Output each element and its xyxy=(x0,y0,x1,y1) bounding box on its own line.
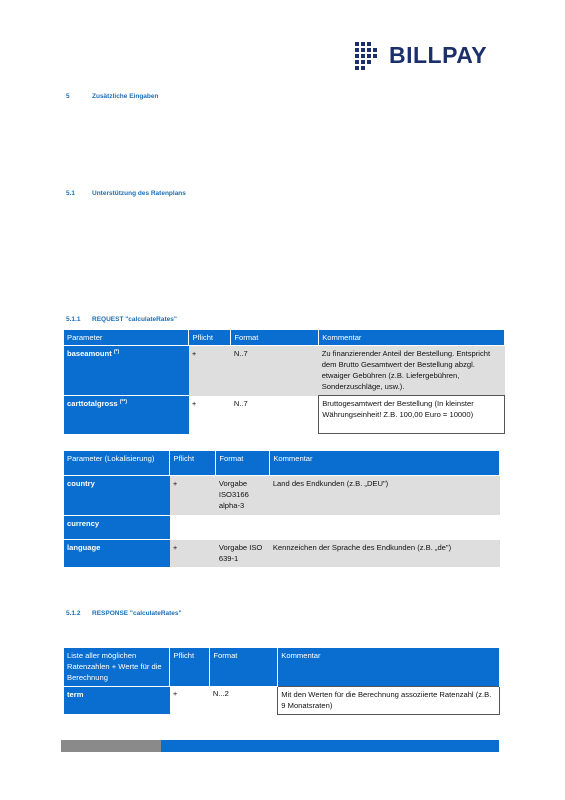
header-parameter: Liste aller möglichen Ratenzahlen + Werte für die Berechnung xyxy=(64,648,170,686)
section-heading-5-1-2 xyxy=(66,610,182,617)
response-rates-table xyxy=(64,648,500,715)
table-header-row xyxy=(64,451,500,475)
param-footnote: (**) xyxy=(119,399,127,405)
request-parameter-table xyxy=(64,330,505,434)
table-row xyxy=(64,396,505,434)
format-cell: N..7 xyxy=(231,396,319,434)
header-parameter: Parameter xyxy=(64,330,189,346)
table-row xyxy=(64,539,500,567)
kommentar-cell: Zu finanzierender Anteil der Bestellung. Entspricht dem Brutto Gesamtwert der Bestellung abzgl. etwaiger Gebühren (z.B. Liefergebühren, Sonderzuschläge, usw.). xyxy=(319,346,505,396)
header-kommentar: Kommentar xyxy=(278,648,500,686)
kommentar-cell xyxy=(270,515,500,539)
pflicht-cell: + xyxy=(189,396,231,434)
heading-title: RESPONSE "calculateRates" xyxy=(92,610,182,617)
table-header-row xyxy=(64,330,505,346)
header-format: Format xyxy=(231,330,319,346)
format-cell: Vorgabe ISO 639-1 xyxy=(216,539,270,567)
table-row xyxy=(64,686,500,714)
format-cell: N..7 xyxy=(231,346,319,396)
kommentar-cell: Land des Endkunden (z.B. „DEU") xyxy=(270,475,500,515)
heading-number: 5.1 xyxy=(66,190,76,197)
header-kommentar: Kommentar xyxy=(270,451,500,475)
param-name: term xyxy=(64,686,170,714)
header-format: Format xyxy=(210,648,278,686)
header-parameter: Parameter (Lokalisierung) xyxy=(64,451,170,475)
format-cell: N...2 xyxy=(210,686,278,714)
table-row xyxy=(64,515,500,539)
table-row xyxy=(64,346,505,396)
heading-number: 5.1.1 xyxy=(66,316,81,323)
heading-title: REQUEST "calculateRates" xyxy=(92,316,177,323)
heading-title: Unterstützung des Ratenplans xyxy=(92,190,186,197)
param-name-text: baseamount xyxy=(67,349,112,358)
param-name: country xyxy=(64,475,170,515)
kommentar-cell: Bruttogesamtwert der Bestellung (In kleinster Währungseinheit! Z.B. 100,00 Euro = 10000) xyxy=(319,396,505,434)
table-row xyxy=(64,475,500,515)
footer-bar-grey xyxy=(61,740,161,752)
kommentar-cell: Mit den Werten für die Berechnung assoziierte Ratenzahl (z.B. 9 Monatsraten) xyxy=(278,686,500,714)
heading-title: Zusätzliche Eingaben xyxy=(92,93,159,100)
pflicht-cell: + xyxy=(189,346,231,396)
param-name xyxy=(64,346,189,396)
format-cell xyxy=(216,515,270,539)
header-pflicht: Pflicht xyxy=(189,330,231,346)
billpay-logo-icon xyxy=(353,38,383,74)
localization-parameter-table xyxy=(64,451,500,567)
heading-number: 5 xyxy=(66,93,70,100)
footer-bar-blue xyxy=(161,740,499,752)
param-footnote: (*) xyxy=(113,349,120,355)
header-pflicht: Pflicht xyxy=(170,648,210,686)
section-heading-5 xyxy=(66,93,158,100)
format-cell: Vorgabe ISO3166 alpha-3 xyxy=(216,475,270,515)
table-header-row xyxy=(64,648,500,686)
section-heading-5-1 xyxy=(66,190,186,197)
kommentar-cell: Kennzeichen der Sprache des Endkunden (z.B. „de") xyxy=(270,539,500,567)
param-name xyxy=(64,396,189,434)
logo-text: BILLPAY xyxy=(389,42,488,68)
param-name: language xyxy=(64,539,170,567)
header-kommentar: Kommentar xyxy=(319,330,505,346)
billpay-logo xyxy=(347,33,497,78)
pflicht-cell: + xyxy=(170,686,210,714)
param-name: currency xyxy=(64,515,170,539)
param-name-text: carttotalgross xyxy=(67,399,118,408)
header-pflicht: Pflicht xyxy=(170,451,216,475)
pflicht-cell: + xyxy=(170,539,216,567)
pflicht-cell xyxy=(170,515,216,539)
pflicht-cell: + xyxy=(170,475,216,515)
section-heading-5-1-1 xyxy=(66,316,177,323)
header-format: Format xyxy=(216,451,270,475)
heading-number: 5.1.2 xyxy=(66,610,81,617)
